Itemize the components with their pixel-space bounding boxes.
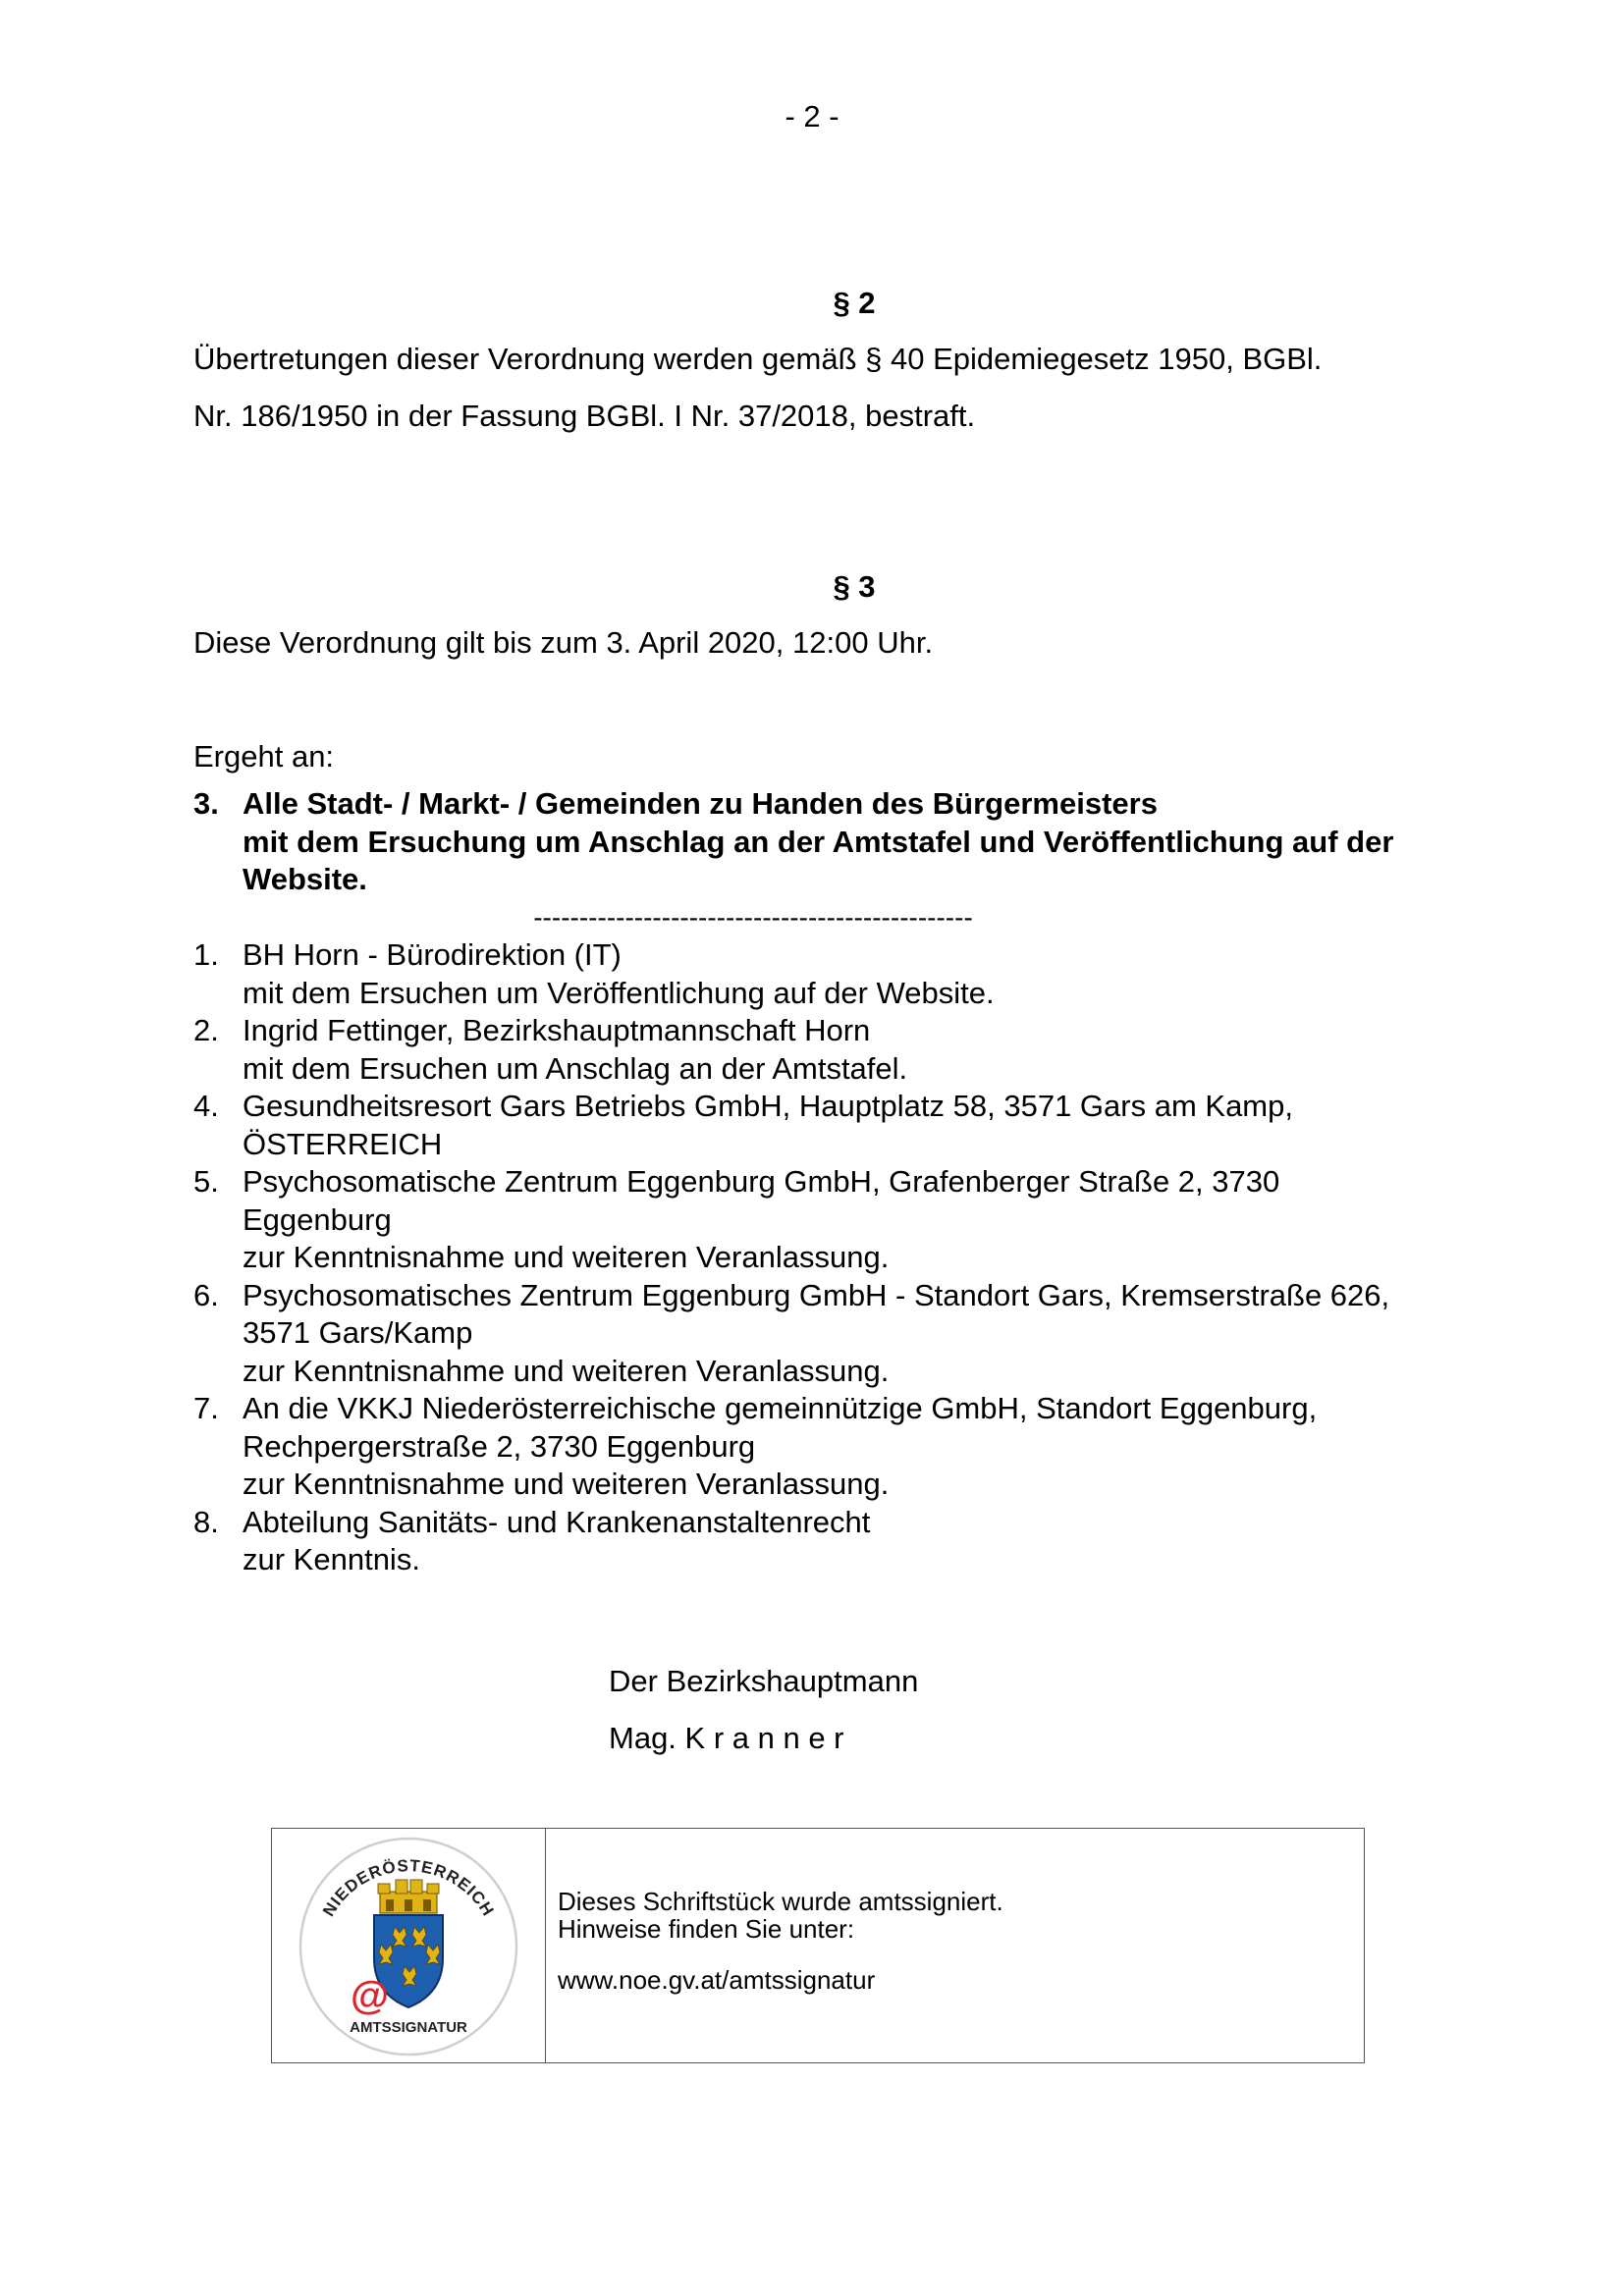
amtssignatur-box [271,1828,1365,2063]
item-line: Psychosomatisches Zentrum Eggenburg GmbH - Standort Gars, Kremserstraße 626, [243,1277,1390,1312]
signature-title: Der Bezirkshauptmann [609,1664,919,1698]
item-line: 3571 Gars/Kamp [243,1315,473,1350]
item-number: 8. [193,1504,219,1539]
at-symbol-icon: @ [351,1974,390,2017]
section-2-line-1: Übertretungen dieser Verordnung werden gemäß § 40 Epidemiegesetz 1950, BGBl. [193,342,1323,376]
item-number: 7. [193,1391,219,1425]
amtssignatur-line-2: Hinweise finden Sie unter: [558,1914,855,1944]
distribution-item [193,1390,1509,1504]
section-3-text: Diese Verordnung gilt bis zum 3. April 2020, 12:00 Uhr. [193,625,934,660]
item-line: Psychosomatische Zentrum Eggenburg GmbH, Grafenberger Straße 2, 3730 [243,1164,1280,1199]
page-number: - 2 - [785,99,839,133]
item-number: 1. [193,937,219,972]
amtssignatur-url[interactable]: www.noe.gv.at/amtssignatur [558,1965,876,1995]
distribution-item [193,1012,1509,1088]
signature-name: Mag. K r a n n e r [609,1721,844,1755]
distribution-list [193,785,1509,1579]
item-line: ÖSTERREICH [243,1126,443,1161]
distribution-item-bold [193,785,1509,899]
item-number: 4. [193,1089,219,1123]
section-2-line-2: Nr. 186/1950 in der Fassung BGBl. I Nr. 37/2018, bestraft. [193,399,976,433]
amtssignatur-seal [272,1829,546,2062]
item-line: zur Kenntnisnahme und weiteren Veranlassung. [243,1240,890,1274]
item-line: Ingrid Fettinger, Bezirkshauptmannschaft Horn [243,1013,871,1047]
item-line: BH Horn - Bürodirektion (IT) [243,937,622,972]
item-line: Eggenburg [243,1201,392,1237]
item-line: Website. [243,862,367,896]
amtssignatur-info [546,1829,1003,2062]
item-line: An die VKKJ Niederösterreichische gemeinnützige GmbH, Standort Eggenburg, [243,1391,1318,1425]
section-3-heading: § 3 [833,569,876,604]
distribution-label: Ergeht an: [193,739,335,774]
item-number: 2. [193,1013,219,1047]
seal-bottom-text: AMTSSIGNATUR [350,2019,467,2036]
noe-coat-of-arms-icon [272,1829,545,2061]
item-number: 6. [193,1277,219,1312]
amtssignatur-line-1: Dieses Schriftstück wurde amtssigniert. [558,1887,1003,1916]
distribution-item [193,1277,1509,1391]
item-number: 5. [193,1164,219,1199]
item-line: zur Kenntnisnahme und weiteren Veranlassung. [243,1353,890,1388]
item-line: Rechpergerstraße 2, 3730 Eggenburg [243,1428,756,1464]
item-line: Gesundheitsresort Gars Betriebs GmbH, Hauptplatz 58, 3571 Gars am Kamp, [243,1089,1293,1123]
seal-top-text: NIEDERÖSTERREICH [318,1856,499,1920]
distribution-item [193,1088,1509,1163]
separator-line: ------------------------------------------------ [533,901,973,933]
distribution-item [193,936,1509,1012]
item-line: mit dem Ersuchung um Anschlag an der Amtstafel und Veröffentlichung auf der [243,824,1394,859]
item-line: Abteilung Sanitäts- und Krankenanstaltenrecht [243,1504,871,1539]
item-number: 3. [193,786,219,821]
item-line: Alle Stadt- / Markt- / Gemeinden zu Handen des Bürgermeisters [243,786,1158,821]
distribution-item [193,1163,1509,1277]
item-line: mit dem Ersuchen um Veröffentlichung auf der Website. [243,975,995,1010]
item-line: zur Kenntnisnahme und weiteren Veranlassung. [243,1467,890,1501]
distribution-item [193,1504,1509,1579]
section-2-heading: § 2 [833,286,876,320]
item-line: zur Kenntnis. [243,1542,420,1576]
item-line: mit dem Ersuchen um Anschlag an der Amtstafel. [243,1050,908,1086]
